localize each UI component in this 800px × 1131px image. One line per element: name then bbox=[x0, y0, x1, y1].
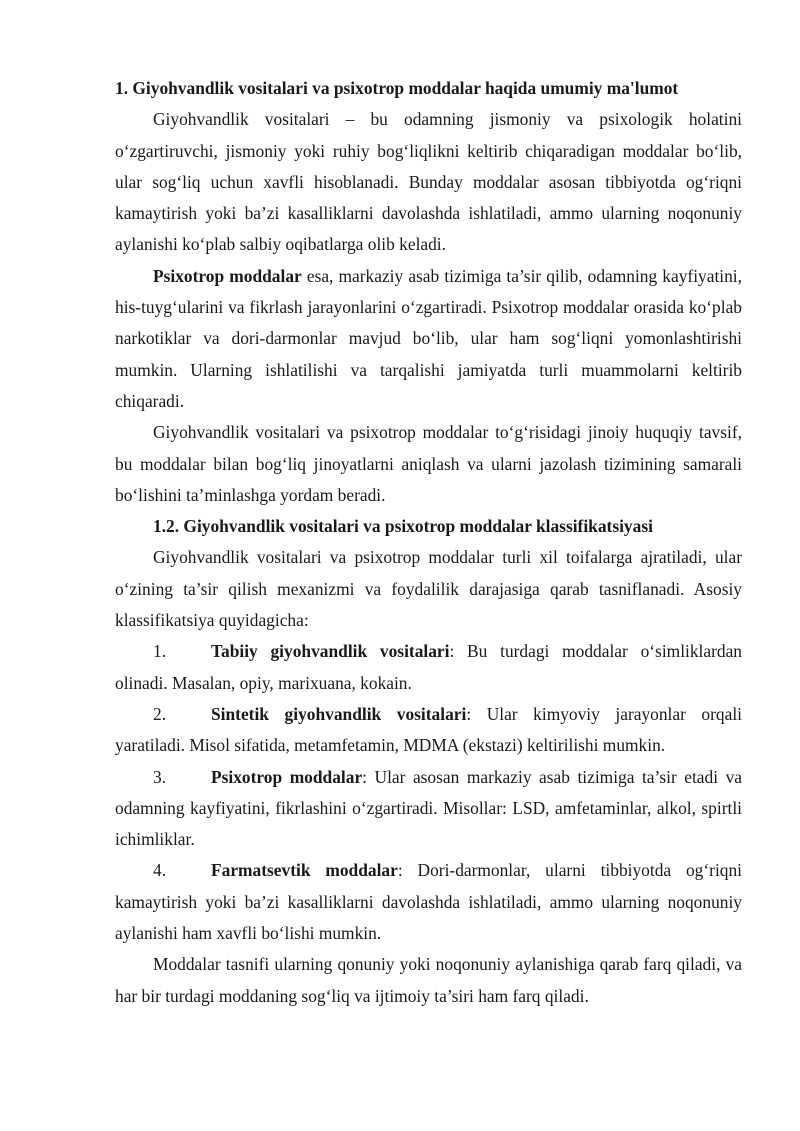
list-term: Tabiiy giyohvandlik vositalari bbox=[211, 641, 450, 662]
list-item bbox=[115, 699, 742, 762]
list-number: 3. bbox=[153, 766, 167, 787]
list-text: : Ular asosan markaziy asab tizimiga ta’sir etadi va odamning kayfiyatini, fikrlashini o‘zgartiradi. Misollar: LSD, amfetaminlar, alkol, spirtli ichimliklar. bbox=[115, 766, 742, 850]
list-term: Farmatsevtik moddalar bbox=[211, 860, 398, 881]
list-number: 4. bbox=[153, 860, 167, 881]
list-item bbox=[115, 636, 742, 699]
list-item bbox=[115, 855, 742, 949]
paragraph-psychotropic bbox=[115, 261, 742, 417]
list-text: : Dori-darmonlar, ularni tibbiyotda og‘riqni kamaytirish yoki ba’zi kasalliklarni davolashda ishlatiladi, ammo ularning noqonuniy aylanishi ham xavfli bo‘lishi mumkin. bbox=[115, 860, 742, 944]
list-text: : Ular kimyoviy jarayonlar orqali yaratiladi. Misol sifatida, metamfetamin, MDMA (ekstazi) keltirilishi mumkin. bbox=[115, 703, 742, 756]
list-term: Sintetik giyohvandlik vositalari bbox=[211, 703, 467, 724]
document-page bbox=[115, 73, 742, 1012]
list-text: : Bu turdagi moddalar o‘simliklardan olinadi. Masalan, opiy, marixuana, kokain. bbox=[115, 641, 742, 693]
psychotropic-term: Psixotrop moddalar bbox=[153, 265, 302, 286]
list-number: 1. bbox=[153, 641, 167, 662]
psychotropic-text: esa, markaziy asab tizimiga ta’sir qilib, odamning kayfiyatini, his-tuyg‘ularini va fikrlash jarayonlarini o‘zgartiradi. Psixotrop moddalar orasida ko‘plab narkotiklar va dori-darmonlar mavjud bo‘lib, ular ham sog‘liqni yomonlashtirishi mumkin. Ularning ishlatilishi va tarqalishi jamiyatda turli muammolarni keltirib chiqaradi. bbox=[115, 265, 742, 411]
paragraph-intro: Giyohvandlik vositalari – bu odamning jismoniy va psixologik holatini o‘zgartiruvchi, jismoniy yoki ruhiy bog‘liqlikni keltirib chiqaradigan moddalar bo‘lib, ular sog‘liq uchun xavfli hisoblanadi. Bunday moddalar asosan tibbiyotda og‘riqni kamaytirish yoki ba’zi kasalliklarni davolashda ishlatiladi, ammo ularning noqonuniy aylanishi ko‘plab salbiy oqibatlarga olib keladi. bbox=[115, 109, 742, 255]
paragraph-legal: Giyohvandlik vositalari va psixotrop moddalar to‘g‘risidagi jinoiy huquqiy tavsif, bu moddalar bilan bog‘liq jinoyatlarni aniqlash va ularni jazolash tizimining samarali bo‘lishini ta’minlashga yordam beradi. bbox=[115, 422, 742, 505]
paragraph-classification: Giyohvandlik vositalari va psixotrop moddalar turli xil toifalarga ajratiladi, ular o‘zining ta’sir qilish mexanizmi va foydalilik darajasiga qarab tasniflanadi. Asosiy klassifikatsiya quyidagicha: bbox=[115, 547, 742, 631]
list-item bbox=[115, 762, 742, 856]
main-heading: 1. Giyohvandlik vositalari va psixotrop moddalar haqida umumiy ma'lumot bbox=[115, 78, 679, 98]
paragraph-conclusion: Moddalar tasnifi ularning qonuniy yoki noqonuniy aylanishiga qarab farq qiladi, va har bir turdagi moddaning sog‘liq va ijtimoiy ta’siri ham farq qiladi. bbox=[115, 954, 742, 1006]
list-number: 2. bbox=[153, 703, 167, 724]
section-heading: 1.2. Giyohvandlik vositalari va psixotrop moddalar klassifikatsiyasi bbox=[153, 516, 653, 537]
list-term: Psixotrop moddalar bbox=[211, 766, 363, 787]
